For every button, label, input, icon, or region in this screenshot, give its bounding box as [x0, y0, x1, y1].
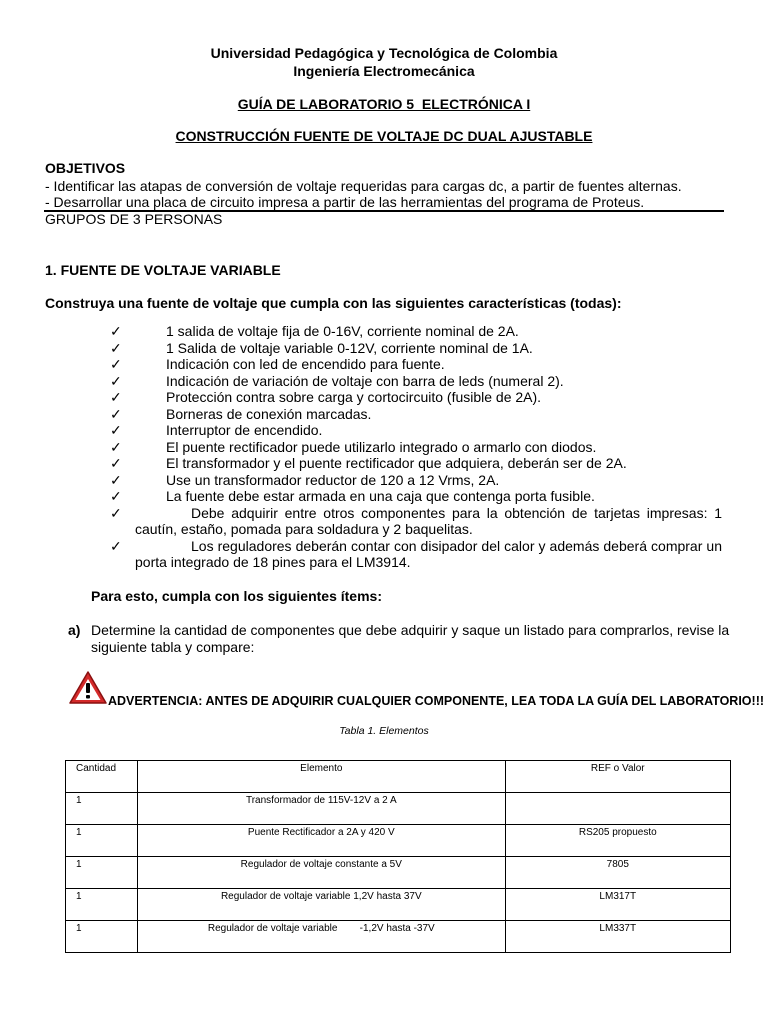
list-item: ✓ Indicación con led de encendido para fuente.: [110, 356, 445, 372]
checkmark-icon: ✓: [110, 438, 122, 455]
checkmark-icon: ✓: [110, 339, 122, 356]
checkmark-icon: ✓: [110, 389, 122, 405]
checkmark-icon: ✓: [110, 323, 122, 339]
objective-item: - Desarrollar una placa de circuito impresa a partir de las herramientas del programa de Proteus.: [45, 194, 645, 210]
list-item: ✓ Debe adquirir entre otros componentes para la obtención de tarjetas impresas: 1 cautín, estaño, pomada para soldadura y 2 baquelitas.: [110, 504, 722, 537]
document-title: [0, 128, 768, 144]
table-cell: 1: [66, 889, 138, 921]
checkmark-icon: ✓: [110, 372, 122, 389]
list-item: ✓ Borneras de conexión marcadas.: [110, 405, 372, 422]
checkmark-icon: ✓: [110, 488, 122, 504]
list-item: ✓ Interruptor de encendido.: [110, 422, 323, 438]
table-cell: LM337T: [505, 921, 730, 953]
list-item: ✓ 1 salida de voltaje fija de 0-16V, corriente nominal de 2A.: [110, 323, 519, 339]
components-table: [65, 760, 731, 953]
list-item: ✓ La fuente debe estar armada en una caja que contenga porta fusible.: [110, 488, 595, 504]
table-cell: Regulador de voltaje variable 1,2V hasta 37V: [138, 889, 506, 921]
program-name: Ingeniería Electromecánica: [293, 63, 475, 79]
checkmark-icon: ✓: [110, 422, 122, 438]
requirements-list: [110, 323, 722, 571]
document-title-text: CONSTRUCCIÓN FUENTE DE VOLTAJE DC DUAL AJUSTABLE: [175, 128, 593, 144]
table-header-row: [66, 761, 731, 793]
warning-triangle-icon: [68, 670, 108, 706]
column-header-element: Elemento: [138, 761, 506, 793]
checkmark-icon: ✓: [110, 537, 122, 554]
university-name: Universidad Pedagógica y Tecnológica de Colombia: [210, 45, 558, 61]
checkmark-icon: ✓: [110, 356, 122, 372]
table-cell: 7805: [505, 857, 730, 889]
warning-banner: [68, 668, 765, 708]
section-heading: 1. FUENTE DE VOLTAJE VARIABLE: [45, 262, 281, 278]
checkmark-icon: ✓: [110, 504, 122, 521]
table-cell: RS205 propuesto: [505, 825, 730, 857]
guide-title: [0, 96, 768, 112]
table-cell: Transformador de 115V-12V a 2 A: [138, 793, 506, 825]
objective-item: - Identificar las atapas de conversión de voltaje requeridas para cargas dc, a partir de fuentes alternas.: [45, 178, 682, 194]
table-row: [66, 825, 731, 857]
checkmark-icon: ✓: [110, 471, 122, 488]
list-item: ✓ 1 Salida de voltaje variable 0-12V, corriente nominal de 1A.: [110, 339, 533, 356]
table-row: [66, 889, 731, 921]
groups-note: GRUPOS DE 3 PERSONAS: [45, 211, 223, 227]
table-cell: Regulador de voltaje constante a 5V: [138, 857, 506, 889]
table-cell: 1: [66, 857, 138, 889]
items-heading: Para esto, cumpla con los siguientes ítems:: [91, 588, 382, 604]
warning-text: ADVERTENCIA: ANTES DE ADQUIRIR CUALQUIER COMPONENTE, LEA TODA LA GUÍA DEL LABORATORIO!!!: [108, 694, 765, 708]
checkmark-icon: ✓: [110, 455, 122, 471]
item-a-label: a): [68, 622, 81, 638]
table-cell: Puente Rectificador a 2A y 420 V: [138, 825, 506, 857]
list-item: ✓ El transformador y el puente rectificador que adquiera, deberán ser de 2A.: [110, 455, 627, 471]
list-item: ✓ Protección contra sobre carga y cortocircuito (fusible de 2A).: [110, 389, 542, 405]
column-header-quantity: Cantidad: [66, 761, 138, 793]
column-header-ref: REF o Valor: [505, 761, 730, 793]
guide-title-text: GUÍA DE LABORATORIO 5 ELECTRÓNICA I: [237, 96, 531, 112]
table-row: [66, 857, 731, 889]
table-cell: 1: [66, 793, 138, 825]
table-cell: 1: [66, 825, 138, 857]
item-a-text-continued: siguiente tabla y compare:: [91, 639, 255, 655]
table-row: [66, 921, 731, 953]
checkmark-icon: ✓: [110, 405, 122, 422]
table-cell: 1: [66, 921, 138, 953]
objectives-heading: OBJETIVOS: [45, 160, 126, 176]
list-item: ✓ El puente rectificador puede utilizarlo integrado o armarlo con diodos.: [110, 438, 597, 455]
list-item: ✓ Los reguladores deberán contar con disipador del calor y además deberá comprar un porta integrado de 18 pines para el LM3914.: [110, 537, 722, 570]
table-row: [66, 793, 731, 825]
table-caption: Tabla 1. Elementos: [339, 725, 429, 737]
list-item: ✓ Indicación de variación de voltaje con barra de leds (numeral 2).: [110, 372, 564, 389]
section-intro: Construya una fuente de voltaje que cumpla con las siguientes características (todas):: [45, 295, 622, 311]
list-item: ✓ Use un transformador reductor de 120 a 12 Vrms, 2A.: [110, 471, 500, 488]
table-cell: LM317T: [505, 889, 730, 921]
table-cell: Regulador de voltaje variable -1,2V hasta -37V: [138, 921, 506, 953]
item-a-text: Determine la cantidad de componentes que debe adquirir y saque un listado para comprarlos, revise la: [91, 622, 730, 638]
table-cell: [505, 793, 730, 825]
